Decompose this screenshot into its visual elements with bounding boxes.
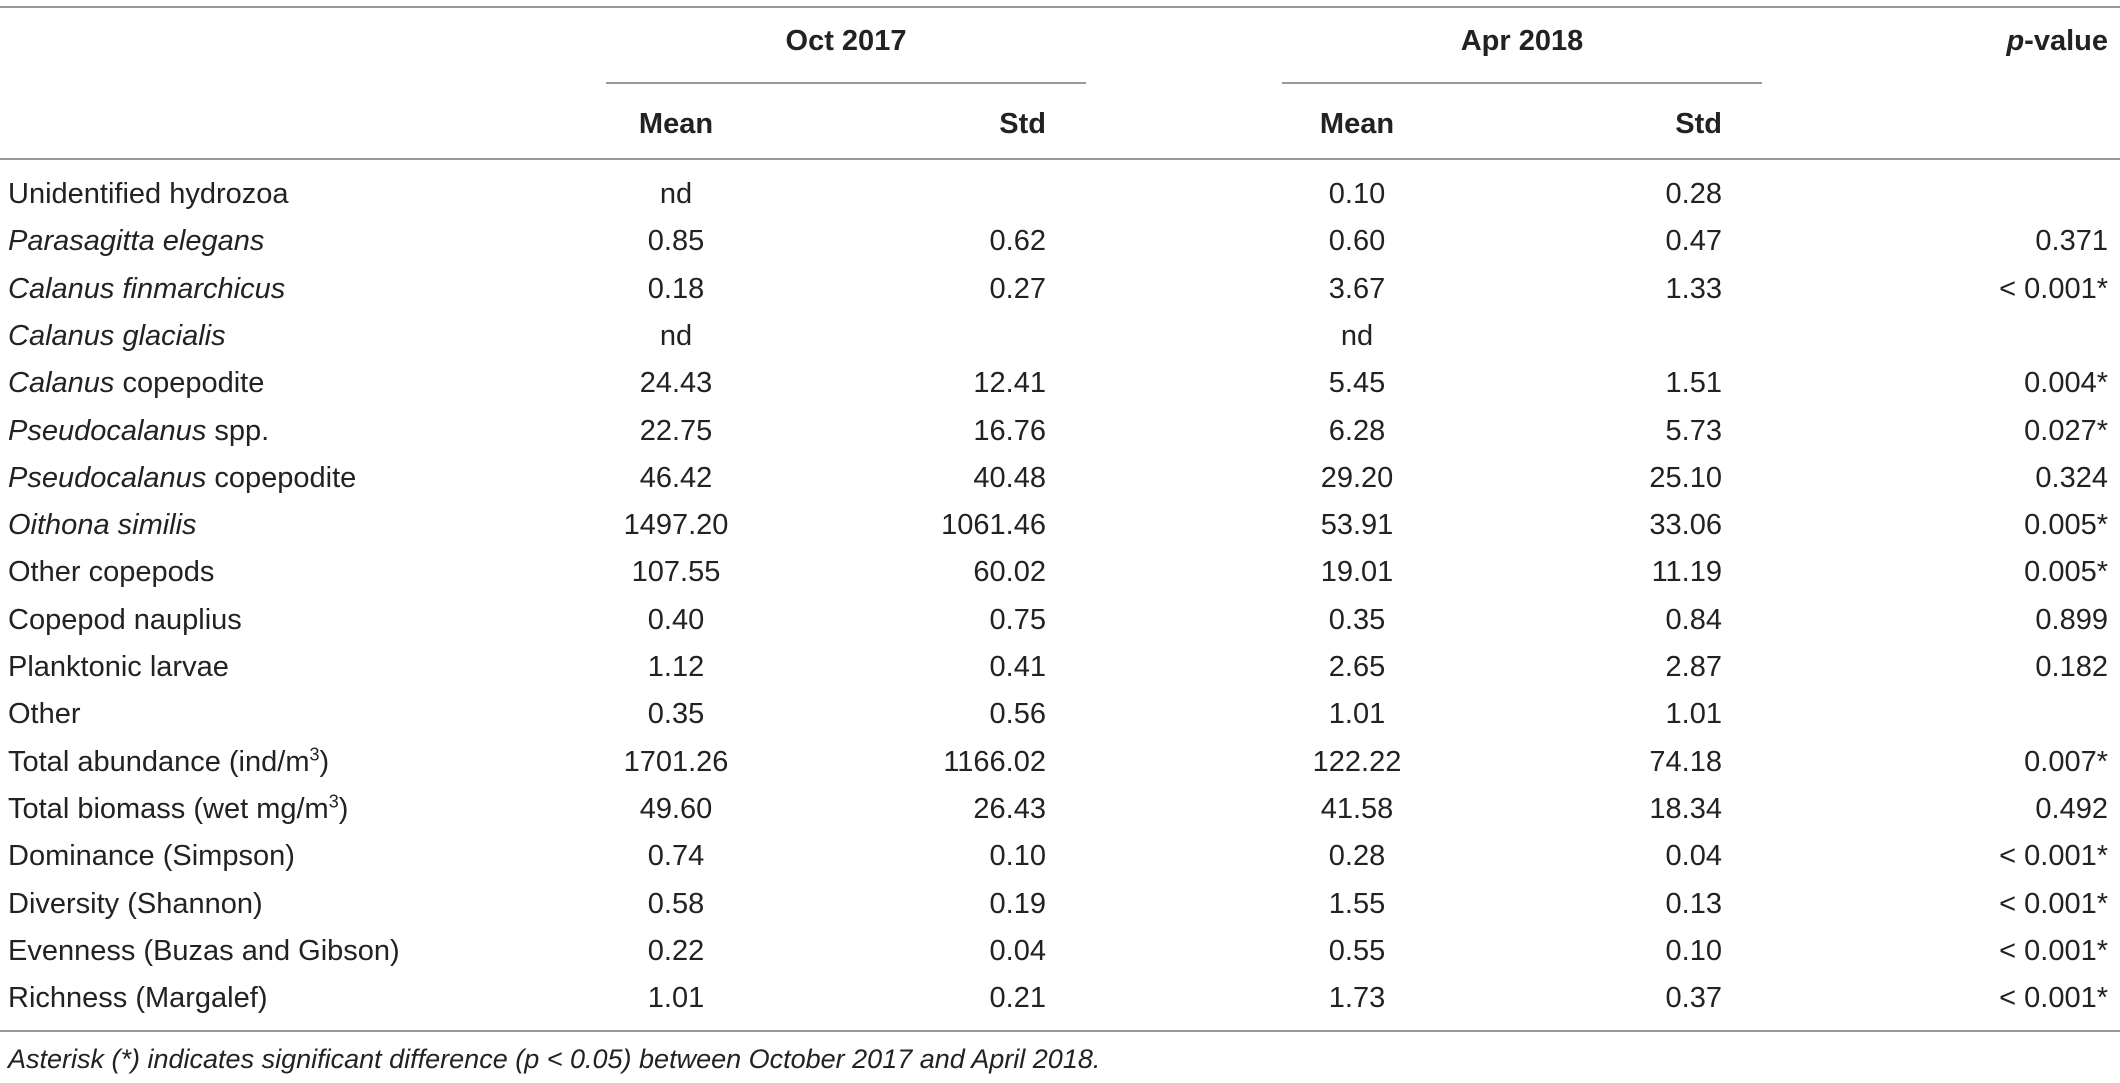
cell-p-value: 0.007* <box>2024 746 2108 778</box>
cell-apr-std: 33.06 <box>1649 509 1722 541</box>
cell-apr-mean: 1.01 <box>1328 698 1386 730</box>
cell-apr-mean: 3.67 <box>1328 273 1386 305</box>
cell-apr-mean: 0.35 <box>1328 604 1386 636</box>
cell-oct-mean: 1701.26 <box>623 746 729 778</box>
header-apr-mean: Mean <box>1319 108 1395 140</box>
cell-oct-mean: 1.12 <box>647 651 705 683</box>
cell-apr-mean: 6.28 <box>1328 415 1386 447</box>
cell-oct-mean: 1.01 <box>647 982 705 1014</box>
cell-p-value: < 0.001* <box>1999 935 2108 967</box>
row-label <box>8 227 264 256</box>
cell-p-value: < 0.001* <box>1999 888 2108 920</box>
row-label <box>8 744 330 778</box>
cell-apr-std: 0.47 <box>1665 225 1722 257</box>
cell-oct-mean: nd <box>659 320 693 352</box>
cell-apr-mean: 0.10 <box>1328 178 1386 210</box>
cell-oct-mean: 46.42 <box>639 462 713 494</box>
cell-oct-std: 40.48 <box>973 462 1046 494</box>
row-label <box>8 511 197 540</box>
cell-oct-std: 0.62 <box>989 225 1046 257</box>
row-label <box>8 606 242 635</box>
cell-apr-std: 5.73 <box>1665 415 1722 447</box>
cell-oct-mean: 0.22 <box>647 935 705 967</box>
row-label-text: Other copepods <box>8 556 215 588</box>
cell-oct-std: 0.19 <box>989 888 1046 920</box>
cell-apr-mean: 0.55 <box>1328 935 1386 967</box>
cell-p-value: 0.005* <box>2024 509 2108 541</box>
cell-oct-std: 0.04 <box>989 935 1046 967</box>
cell-oct-mean: 0.85 <box>647 225 705 257</box>
row-label <box>8 791 349 825</box>
row-label-text: spp. <box>206 415 270 447</box>
cell-oct-std: 0.56 <box>989 698 1046 730</box>
row-label-tail: ) <box>319 746 330 778</box>
cell-apr-std: 0.04 <box>1665 840 1722 872</box>
row-label <box>8 937 400 966</box>
cell-oct-mean: 24.43 <box>639 367 713 399</box>
row-label <box>8 984 267 1013</box>
row-label <box>8 275 285 304</box>
table-footnote: Asterisk (*) indicates significant difference (p < 0.05) between October 2017 and April 2018. <box>8 1044 1101 1074</box>
header-bottom-rule <box>0 158 2120 160</box>
row-label <box>8 653 229 682</box>
cell-p-value: 0.492 <box>2035 793 2108 825</box>
row-label <box>8 180 289 209</box>
header-oct-2017: Oct 2017 <box>785 25 907 57</box>
header-p-italic: p <box>2006 25 2025 57</box>
row-label-text: Dominance (Simpson) <box>8 840 295 872</box>
cell-apr-std: 74.18 <box>1649 746 1722 778</box>
row-label <box>8 842 295 871</box>
cell-oct-std: 0.27 <box>989 273 1046 305</box>
cell-apr-std: 0.13 <box>1665 888 1722 920</box>
cell-p-value: 0.371 <box>2035 225 2108 257</box>
cell-apr-std: 0.37 <box>1665 982 1722 1014</box>
row-label-italic: Calanus <box>8 367 115 399</box>
cell-oct-std: 0.75 <box>989 604 1046 636</box>
cell-apr-mean: 41.58 <box>1320 793 1394 825</box>
cell-apr-mean: 2.65 <box>1328 651 1386 683</box>
cell-oct-mean: 107.55 <box>631 556 721 588</box>
cell-p-value: 0.899 <box>2035 604 2108 636</box>
cell-apr-mean: 122.22 <box>1312 746 1402 778</box>
cell-apr-std: 0.10 <box>1665 935 1722 967</box>
row-label-text: Copepod nauplius <box>8 604 242 636</box>
cell-oct-mean: 1497.20 <box>623 509 729 541</box>
cell-oct-mean: 0.35 <box>647 698 705 730</box>
row-label-text: copepodite <box>206 462 357 494</box>
cell-p-value: 0.182 <box>2035 651 2108 683</box>
cell-apr-mean: 1.55 <box>1328 888 1386 920</box>
cell-oct-std: 26.43 <box>973 793 1046 825</box>
cell-p-value: 0.324 <box>2035 462 2108 494</box>
cell-oct-mean: 0.74 <box>647 840 705 872</box>
oct-group-rule <box>606 82 1086 84</box>
header-p-rest: -value <box>2024 25 2108 57</box>
row-label-text: Other <box>8 698 81 730</box>
header-oct-mean: Mean <box>638 108 714 140</box>
cell-oct-mean: 22.75 <box>639 415 713 447</box>
row-label <box>8 558 214 587</box>
cell-apr-std: 1.01 <box>1665 698 1722 730</box>
cell-apr-std: 1.33 <box>1665 273 1722 305</box>
cell-apr-mean: 53.91 <box>1320 509 1394 541</box>
cell-apr-std: 0.84 <box>1665 604 1722 636</box>
row-label-text: Unidentified hydrozoa <box>8 178 289 210</box>
cell-apr-mean: 5.45 <box>1328 367 1386 399</box>
cell-oct-mean: nd <box>659 178 693 210</box>
cell-oct-std: 60.02 <box>973 556 1046 588</box>
cell-p-value: < 0.001* <box>1999 273 2108 305</box>
row-label-italic: Calanus glacialis <box>8 320 226 352</box>
cell-oct-std: 12.41 <box>973 367 1046 399</box>
row-label-text: Diversity (Shannon) <box>8 888 263 920</box>
row-label <box>8 464 356 493</box>
row-label-text: Evenness (Buzas and Gibson) <box>8 935 400 967</box>
row-label-tail: ) <box>338 793 349 825</box>
row-label <box>8 890 263 919</box>
row-label-superscript: 3 <box>309 744 320 765</box>
row-label <box>8 700 81 729</box>
row-label-text: Total abundance (ind/m <box>8 746 310 778</box>
row-label-italic: Parasagitta elegans <box>8 225 265 257</box>
cell-oct-mean: 0.40 <box>647 604 705 636</box>
cell-p-value: 0.027* <box>2024 415 2108 447</box>
cell-oct-mean: 0.18 <box>647 273 705 305</box>
cell-apr-std: 25.10 <box>1649 462 1722 494</box>
cell-apr-mean: 0.60 <box>1328 225 1386 257</box>
row-label-text: Richness (Margalef) <box>8 982 268 1014</box>
row-label-text: Planktonic larvae <box>8 651 229 683</box>
row-label-italic: Oithona similis <box>8 509 197 541</box>
cell-oct-std: 1061.46 <box>941 509 1046 541</box>
cell-oct-std: 1166.02 <box>943 746 1046 778</box>
row-label-text: Total biomass (wet mg/m <box>8 793 329 825</box>
cell-apr-mean: nd <box>1340 320 1374 352</box>
row-label <box>8 369 264 398</box>
cell-p-value: 0.004* <box>2024 367 2108 399</box>
cell-apr-std: 2.87 <box>1665 651 1722 683</box>
header-apr-2018: Apr 2018 <box>1460 25 1584 57</box>
cell-p-value: < 0.001* <box>1999 840 2108 872</box>
cell-apr-mean: 19.01 <box>1320 556 1394 588</box>
apr-group-rule <box>1282 82 1762 84</box>
row-label-text: copepodite <box>114 367 265 399</box>
header-p-value <box>1800 27 2108 56</box>
cell-p-value: 0.005* <box>2024 556 2108 588</box>
row-label-italic: Calanus finmarchicus <box>8 273 286 305</box>
cell-oct-mean: 49.60 <box>639 793 713 825</box>
cell-oct-std: 0.10 <box>989 840 1046 872</box>
cell-oct-std: 0.21 <box>989 982 1046 1014</box>
header-oct-std: Std <box>999 108 1046 140</box>
cell-apr-std: 18.34 <box>1649 793 1722 825</box>
row-label-italic: Pseudocalanus <box>8 462 207 494</box>
cell-apr-std: 11.19 <box>1651 556 1722 588</box>
top-rule <box>0 6 2120 8</box>
row-label <box>8 417 269 446</box>
cell-oct-std: 0.41 <box>989 651 1046 683</box>
cell-oct-mean: 0.58 <box>647 888 705 920</box>
cell-apr-std: 0.28 <box>1665 178 1722 210</box>
row-label <box>8 322 226 351</box>
bottom-rule <box>0 1030 2120 1032</box>
cell-apr-mean: 0.28 <box>1328 840 1386 872</box>
row-label-italic: Pseudocalanus <box>8 415 207 447</box>
header-apr-std: Std <box>1675 108 1722 140</box>
cell-oct-std: 16.76 <box>973 415 1046 447</box>
cell-apr-std: 1.51 <box>1665 367 1722 399</box>
row-label-superscript: 3 <box>328 791 339 812</box>
cell-p-value: < 0.001* <box>1999 982 2108 1014</box>
cell-apr-mean: 1.73 <box>1328 982 1386 1014</box>
cell-apr-mean: 29.20 <box>1320 462 1394 494</box>
